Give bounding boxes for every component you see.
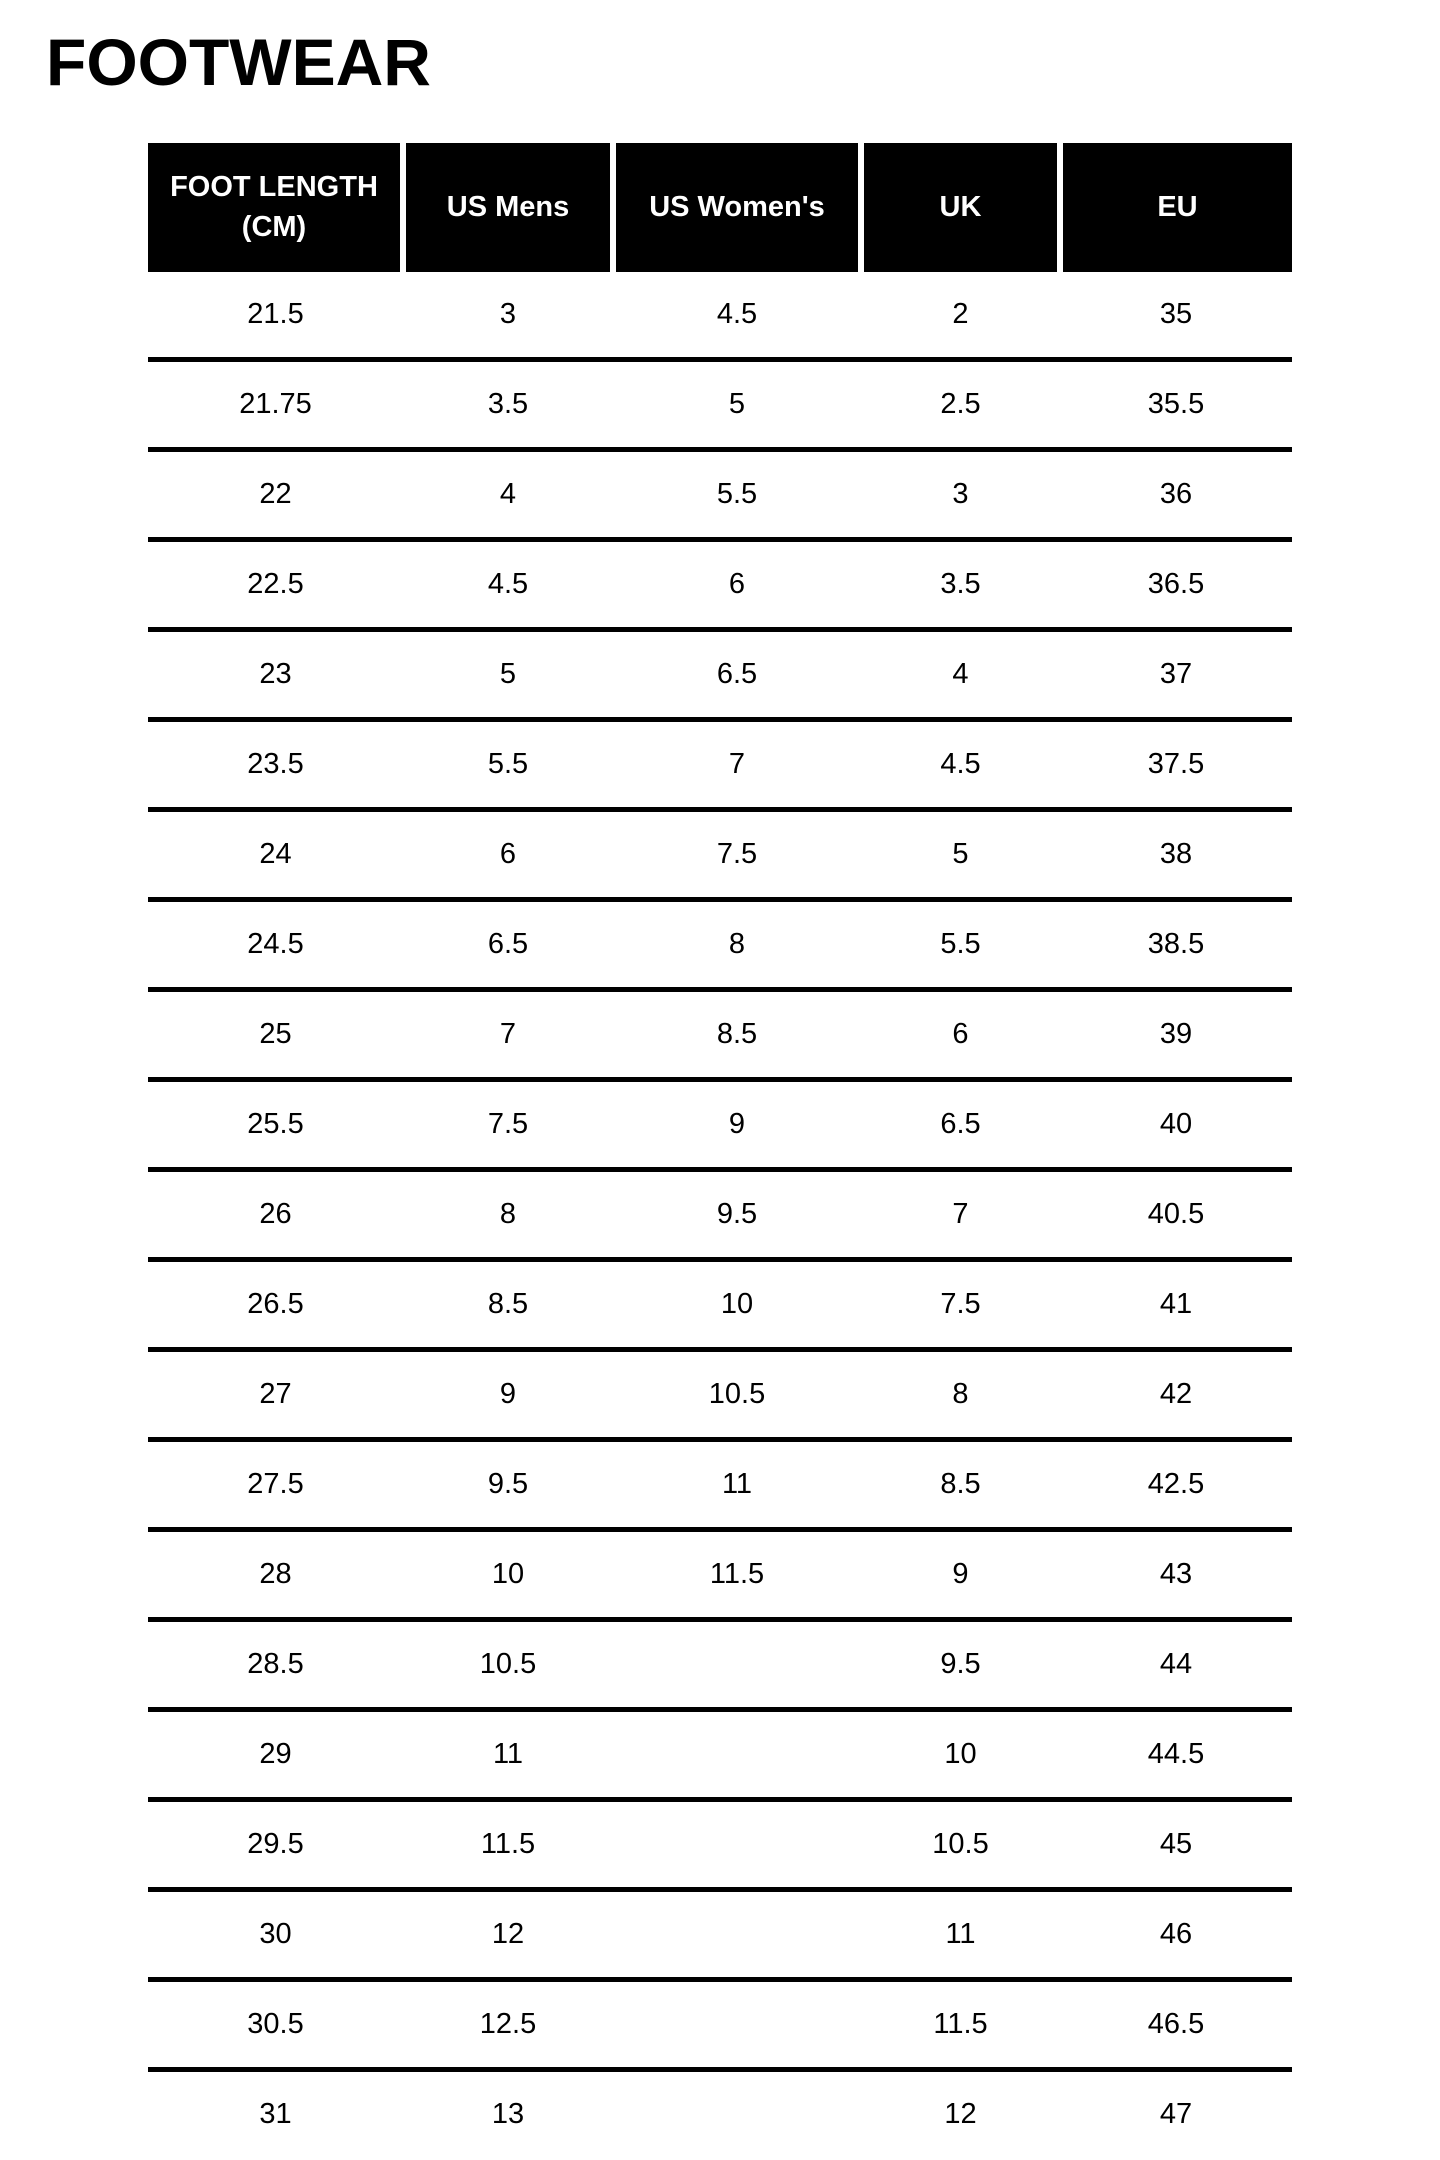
column-header-foot-length-cm: FOOT LENGTH (CM) xyxy=(148,143,403,272)
table-cell: 6 xyxy=(499,838,517,870)
table-cell: 22 xyxy=(259,478,292,510)
table-cell: 11.5 xyxy=(709,1558,765,1590)
table-cell: 25 xyxy=(259,1018,292,1050)
table-cell: 6 xyxy=(952,1018,969,1050)
table-row xyxy=(148,1170,1292,1260)
table-cell: 26 xyxy=(259,1198,292,1230)
size-table-header xyxy=(148,143,1292,272)
table-cell: 12 xyxy=(491,1918,525,1950)
table-cell: 10.5 xyxy=(932,1828,989,1860)
table-cell: 38.5 xyxy=(1147,928,1205,960)
table-cell xyxy=(613,1890,861,1980)
table-cell: 4 xyxy=(499,478,517,510)
table-cell: 21.5 xyxy=(247,298,304,330)
table-cell: 3.5 xyxy=(940,568,981,600)
table-cell: 39 xyxy=(1159,1018,1193,1050)
table-cell: 42.5 xyxy=(1147,1468,1205,1500)
table-cell: 5 xyxy=(728,388,746,420)
table-cell xyxy=(613,1620,861,1710)
table-cell: 10 xyxy=(944,1738,977,1770)
table-row xyxy=(148,630,1292,720)
size-table-body xyxy=(148,272,1292,2157)
table-cell: 37 xyxy=(1159,658,1193,690)
table-cell: 23 xyxy=(259,658,292,690)
table-cell: 7 xyxy=(728,748,746,780)
table-row xyxy=(148,540,1292,630)
table-cell: 29.5 xyxy=(247,1828,304,1860)
table-cell: 7.5 xyxy=(487,1108,529,1140)
table-cell: 10 xyxy=(491,1558,525,1590)
table-cell xyxy=(613,1800,861,1890)
table-row xyxy=(148,1800,1292,1890)
table-cell: 38 xyxy=(1159,838,1193,870)
table-cell: 4.5 xyxy=(716,298,758,330)
table-row xyxy=(148,900,1292,990)
table-cell: 13 xyxy=(491,2098,525,2130)
table-cell: 8.5 xyxy=(487,1288,529,1320)
table-cell: 10.5 xyxy=(479,1648,537,1680)
table-cell: 36 xyxy=(1159,478,1193,510)
table-row xyxy=(148,1620,1292,1710)
table-cell: 5 xyxy=(499,658,517,690)
table-cell: 12.5 xyxy=(479,2008,537,2040)
table-cell: 8 xyxy=(728,928,746,960)
table-cell: 26.5 xyxy=(247,1288,304,1320)
table-cell: 11.5 xyxy=(933,2008,988,2040)
table-cell: 3.5 xyxy=(487,388,529,420)
table-cell: 46.5 xyxy=(1147,2008,1205,2040)
table-cell xyxy=(613,2070,861,2158)
table-cell: 40.5 xyxy=(1147,1198,1205,1230)
table-cell: 12 xyxy=(944,2098,977,2130)
table-cell: 28 xyxy=(259,1558,292,1590)
table-row xyxy=(148,720,1292,810)
header-row xyxy=(148,143,1292,272)
table-cell: 7 xyxy=(952,1198,969,1230)
table-cell: 10.5 xyxy=(708,1378,766,1410)
table-cell: 30 xyxy=(259,1918,292,1950)
table-cell: 24.5 xyxy=(247,928,304,960)
table-cell: 9 xyxy=(952,1558,969,1590)
table-cell: 47 xyxy=(1159,2098,1193,2130)
table-cell: 37.5 xyxy=(1147,748,1205,780)
footwear-size-table xyxy=(148,143,1292,2157)
column-header-uk: UK xyxy=(861,143,1060,272)
table-row xyxy=(148,1980,1292,2070)
table-cell: 2.5 xyxy=(940,388,981,420)
table-cell: 35 xyxy=(1159,298,1193,330)
table-row xyxy=(148,1530,1292,1620)
table-cell: 9.5 xyxy=(716,1198,758,1230)
table-cell: 8 xyxy=(499,1198,517,1230)
table-cell: 5.5 xyxy=(940,928,981,960)
table-cell xyxy=(613,1710,861,1800)
table-cell: 24 xyxy=(259,838,292,870)
table-row xyxy=(148,1260,1292,1350)
table-cell: 9.5 xyxy=(487,1468,529,1500)
column-header-us-womens: US Women's xyxy=(613,143,861,272)
table-cell: 11 xyxy=(492,1738,524,1770)
table-cell: 5 xyxy=(952,838,969,870)
table-cell: 8.5 xyxy=(940,1468,981,1500)
table-cell: 3 xyxy=(952,478,969,510)
table-cell: 41 xyxy=(1159,1288,1193,1320)
table-row xyxy=(148,2070,1292,2158)
table-cell: 11 xyxy=(945,1918,976,1950)
table-cell: 11.5 xyxy=(480,1828,536,1860)
table-cell: 4.5 xyxy=(487,568,529,600)
table-row xyxy=(148,810,1292,900)
table-cell: 40 xyxy=(1159,1108,1193,1140)
table-cell: 5.5 xyxy=(716,478,758,510)
table-cell: 44 xyxy=(1159,1648,1193,1680)
table-cell: 6.5 xyxy=(487,928,529,960)
table-cell: 27 xyxy=(259,1378,292,1410)
table-cell: 6.5 xyxy=(716,658,758,690)
table-cell: 23.5 xyxy=(247,748,304,780)
table-row xyxy=(148,450,1292,540)
table-cell: 27.5 xyxy=(247,1468,304,1500)
table-cell: 9 xyxy=(499,1378,517,1410)
table-row xyxy=(148,1080,1292,1170)
table-cell: 10 xyxy=(720,1288,754,1320)
table-row xyxy=(148,1890,1292,1980)
table-cell: 36.5 xyxy=(1147,568,1205,600)
table-row xyxy=(148,1350,1292,1440)
table-cell: 22.5 xyxy=(247,568,304,600)
table-cell: 7 xyxy=(499,1018,517,1050)
table-cell: 31 xyxy=(259,2098,292,2130)
table-cell: 28.5 xyxy=(247,1648,304,1680)
table-row xyxy=(148,1440,1292,1530)
table-cell: 43 xyxy=(1159,1558,1193,1590)
table-cell: 21.75 xyxy=(239,388,312,420)
table-cell: 4.5 xyxy=(940,748,981,780)
column-header-eu: EU xyxy=(1060,143,1292,272)
table-cell: 9 xyxy=(728,1108,746,1140)
table-cell: 9.5 xyxy=(940,1648,981,1680)
table-cell: 30.5 xyxy=(247,2008,304,2040)
table-cell: 5.5 xyxy=(487,748,529,780)
table-cell: 25.5 xyxy=(247,1108,304,1140)
table-cell: 8 xyxy=(952,1378,969,1410)
table-cell: 35.5 xyxy=(1147,388,1205,420)
table-cell: 7.5 xyxy=(716,838,758,870)
table-row xyxy=(148,1710,1292,1800)
table-cell: 6.5 xyxy=(940,1108,981,1140)
table-cell: 44.5 xyxy=(1147,1738,1205,1770)
table-row xyxy=(148,360,1292,450)
table-cell: 46 xyxy=(1159,1918,1193,1950)
table-cell: 29 xyxy=(259,1738,292,1770)
table-cell: 45 xyxy=(1159,1828,1193,1860)
table-cell: 11 xyxy=(721,1468,753,1500)
table-cell: 3 xyxy=(499,298,517,330)
table-cell: 4 xyxy=(952,658,969,690)
page-title: FOOTWEAR xyxy=(46,25,431,99)
table-cell: 42 xyxy=(1159,1378,1193,1410)
table-cell xyxy=(613,1980,861,2070)
table-cell: 8.5 xyxy=(716,1018,758,1050)
table-cell: 2 xyxy=(952,298,969,330)
table-row xyxy=(148,272,1292,360)
column-header-us-mens: US Mens xyxy=(403,143,613,272)
table-cell: 7.5 xyxy=(940,1288,981,1320)
table-row xyxy=(148,990,1292,1080)
table-cell: 6 xyxy=(728,568,746,600)
